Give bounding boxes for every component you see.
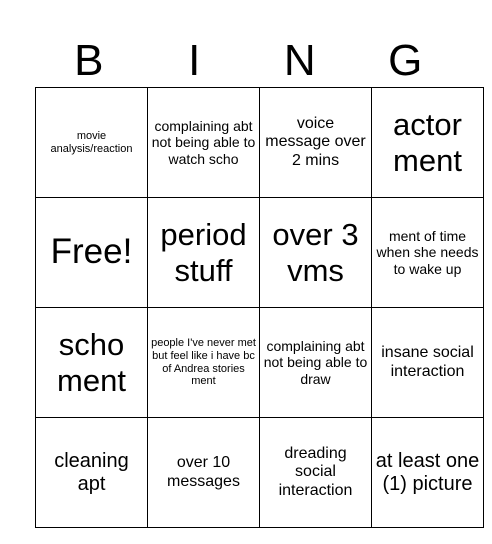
bingo-cell[interactable]: complaining abt not being able to watch scho: [148, 88, 260, 198]
bingo-board: [35, 87, 484, 528]
board-row: [36, 308, 484, 418]
board-row: [36, 88, 484, 198]
bingo-cell[interactable]: dreading social interaction: [260, 418, 372, 528]
bingo-cell[interactable]: people I've never met but feel like i have bc of Andrea stories ment: [148, 308, 260, 418]
bingo-cell[interactable]: scho ment: [36, 308, 148, 418]
board-row: [36, 418, 484, 528]
header-letter-g: G: [388, 36, 423, 85]
header-letter-i: I: [188, 36, 201, 85]
bingo-cell[interactable]: ment of time when she needs to wake up: [372, 198, 484, 308]
bingo-cell[interactable]: complaining abt not being able to draw: [260, 308, 372, 418]
bingo-cell[interactable]: movie analysis/reaction: [36, 88, 148, 198]
bingo-cell[interactable]: over 3 vms: [260, 198, 372, 308]
bingo-cell[interactable]: over 10 messages: [148, 418, 260, 528]
header-letter-b: B: [74, 36, 104, 85]
bingo-cell[interactable]: at least one (1) picture: [372, 418, 484, 528]
bingo-cell[interactable]: period stuff: [148, 198, 260, 308]
bingo-cell[interactable]: cleaning apt: [36, 418, 148, 528]
bingo-cell[interactable]: actor ment: [372, 88, 484, 198]
bingo-header: [36, 36, 458, 86]
board-row: [36, 198, 484, 308]
bingo-cell[interactable]: insane social interaction: [372, 308, 484, 418]
header-letter-n: N: [283, 36, 316, 85]
bingo-cell[interactable]: voice message over 2 mins: [260, 88, 372, 198]
free-cell[interactable]: Free!: [36, 198, 148, 308]
